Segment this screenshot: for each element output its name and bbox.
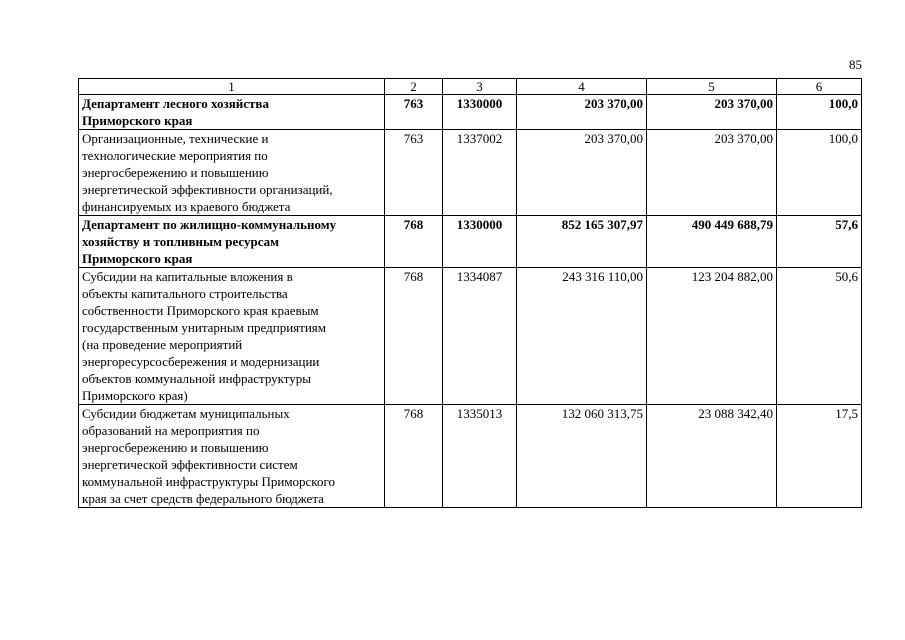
description-line: Приморского края: [82, 251, 193, 266]
description-line: государственным унитарным предприятиям: [82, 320, 327, 335]
department-code: 768: [385, 216, 443, 268]
description-line: (на проведение мероприятий: [82, 337, 243, 352]
column-header: 3: [443, 79, 517, 95]
row-description: [79, 216, 385, 268]
execution-percent: 100,0: [777, 95, 862, 130]
description-line: Приморского края): [82, 388, 188, 403]
column-header: 1: [79, 79, 385, 95]
target-article-code: 1337002: [443, 130, 517, 216]
table-row: [79, 405, 862, 508]
description-line: технологические мероприятия по: [82, 148, 268, 163]
description-line: Департамент лесного хозяйства: [82, 96, 269, 111]
planned-amount: 132 060 313,75: [517, 405, 647, 508]
description-line: объектов коммунальной инфраструктуры: [82, 371, 312, 386]
actual-amount: 490 449 688,79: [647, 216, 777, 268]
execution-percent: 50,6: [777, 268, 862, 405]
description-line: энергосбережению и повышению: [82, 440, 269, 455]
target-article-code: 1334087: [443, 268, 517, 405]
description-line: энергетической эффективности систем: [82, 457, 298, 472]
execution-percent: 17,5: [777, 405, 862, 508]
description-line: энергетической эффективности организаций,: [82, 182, 333, 197]
header-row: [79, 79, 862, 95]
planned-amount: 852 165 307,97: [517, 216, 647, 268]
description-line: хозяйству и топливным ресурсам: [82, 234, 279, 249]
actual-amount: 123 204 882,00: [647, 268, 777, 405]
description-line: Субсидии на капитальные вложения в: [82, 269, 293, 284]
description-line: собственности Приморского края краевым: [82, 303, 319, 318]
description-line: финансируемых из краевого бюджета: [82, 199, 291, 214]
description-line: объекты капитального строительства: [82, 286, 288, 301]
description-line: края за счет средств федерального бюджета: [82, 491, 324, 506]
description-line: энергоресурсосбережения и модернизации: [82, 354, 320, 369]
budget-table: [78, 78, 862, 508]
column-header: 6: [777, 79, 862, 95]
row-description: [79, 95, 385, 130]
table-row: [79, 216, 862, 268]
description-line: Субсидии бюджетам муниципальных: [82, 406, 290, 421]
execution-percent: 57,6: [777, 216, 862, 268]
actual-amount: 23 088 342,40: [647, 405, 777, 508]
department-code: 763: [385, 130, 443, 216]
description-line: Приморского края: [82, 113, 193, 128]
department-code: 768: [385, 268, 443, 405]
column-header: 5: [647, 79, 777, 95]
description-line: Департамент по жилищно-коммунальному: [82, 217, 337, 232]
description-line: образований на мероприятия по: [82, 423, 260, 438]
target-article-code: 1330000: [443, 95, 517, 130]
target-article-code: 1335013: [443, 405, 517, 508]
actual-amount: 203 370,00: [647, 130, 777, 216]
description-line: Организационные, технические и: [82, 131, 269, 146]
planned-amount: 203 370,00: [517, 95, 647, 130]
target-article-code: 1330000: [443, 216, 517, 268]
column-header: 4: [517, 79, 647, 95]
planned-amount: 243 316 110,00: [517, 268, 647, 405]
description-line: энергосбережению и повышению: [82, 165, 269, 180]
row-description: [79, 405, 385, 508]
table-row: [79, 130, 862, 216]
table-row: [79, 268, 862, 405]
planned-amount: 203 370,00: [517, 130, 647, 216]
page-number: 85: [849, 57, 862, 72]
department-code: 763: [385, 95, 443, 130]
column-header: 2: [385, 79, 443, 95]
execution-percent: 100,0: [777, 130, 862, 216]
table-body: [79, 95, 862, 508]
description-line: коммунальной инфраструктуры Приморского: [82, 474, 335, 489]
row-description: [79, 268, 385, 405]
department-code: 768: [385, 405, 443, 508]
actual-amount: 203 370,00: [647, 95, 777, 130]
table-row: [79, 95, 862, 130]
row-description: [79, 130, 385, 216]
